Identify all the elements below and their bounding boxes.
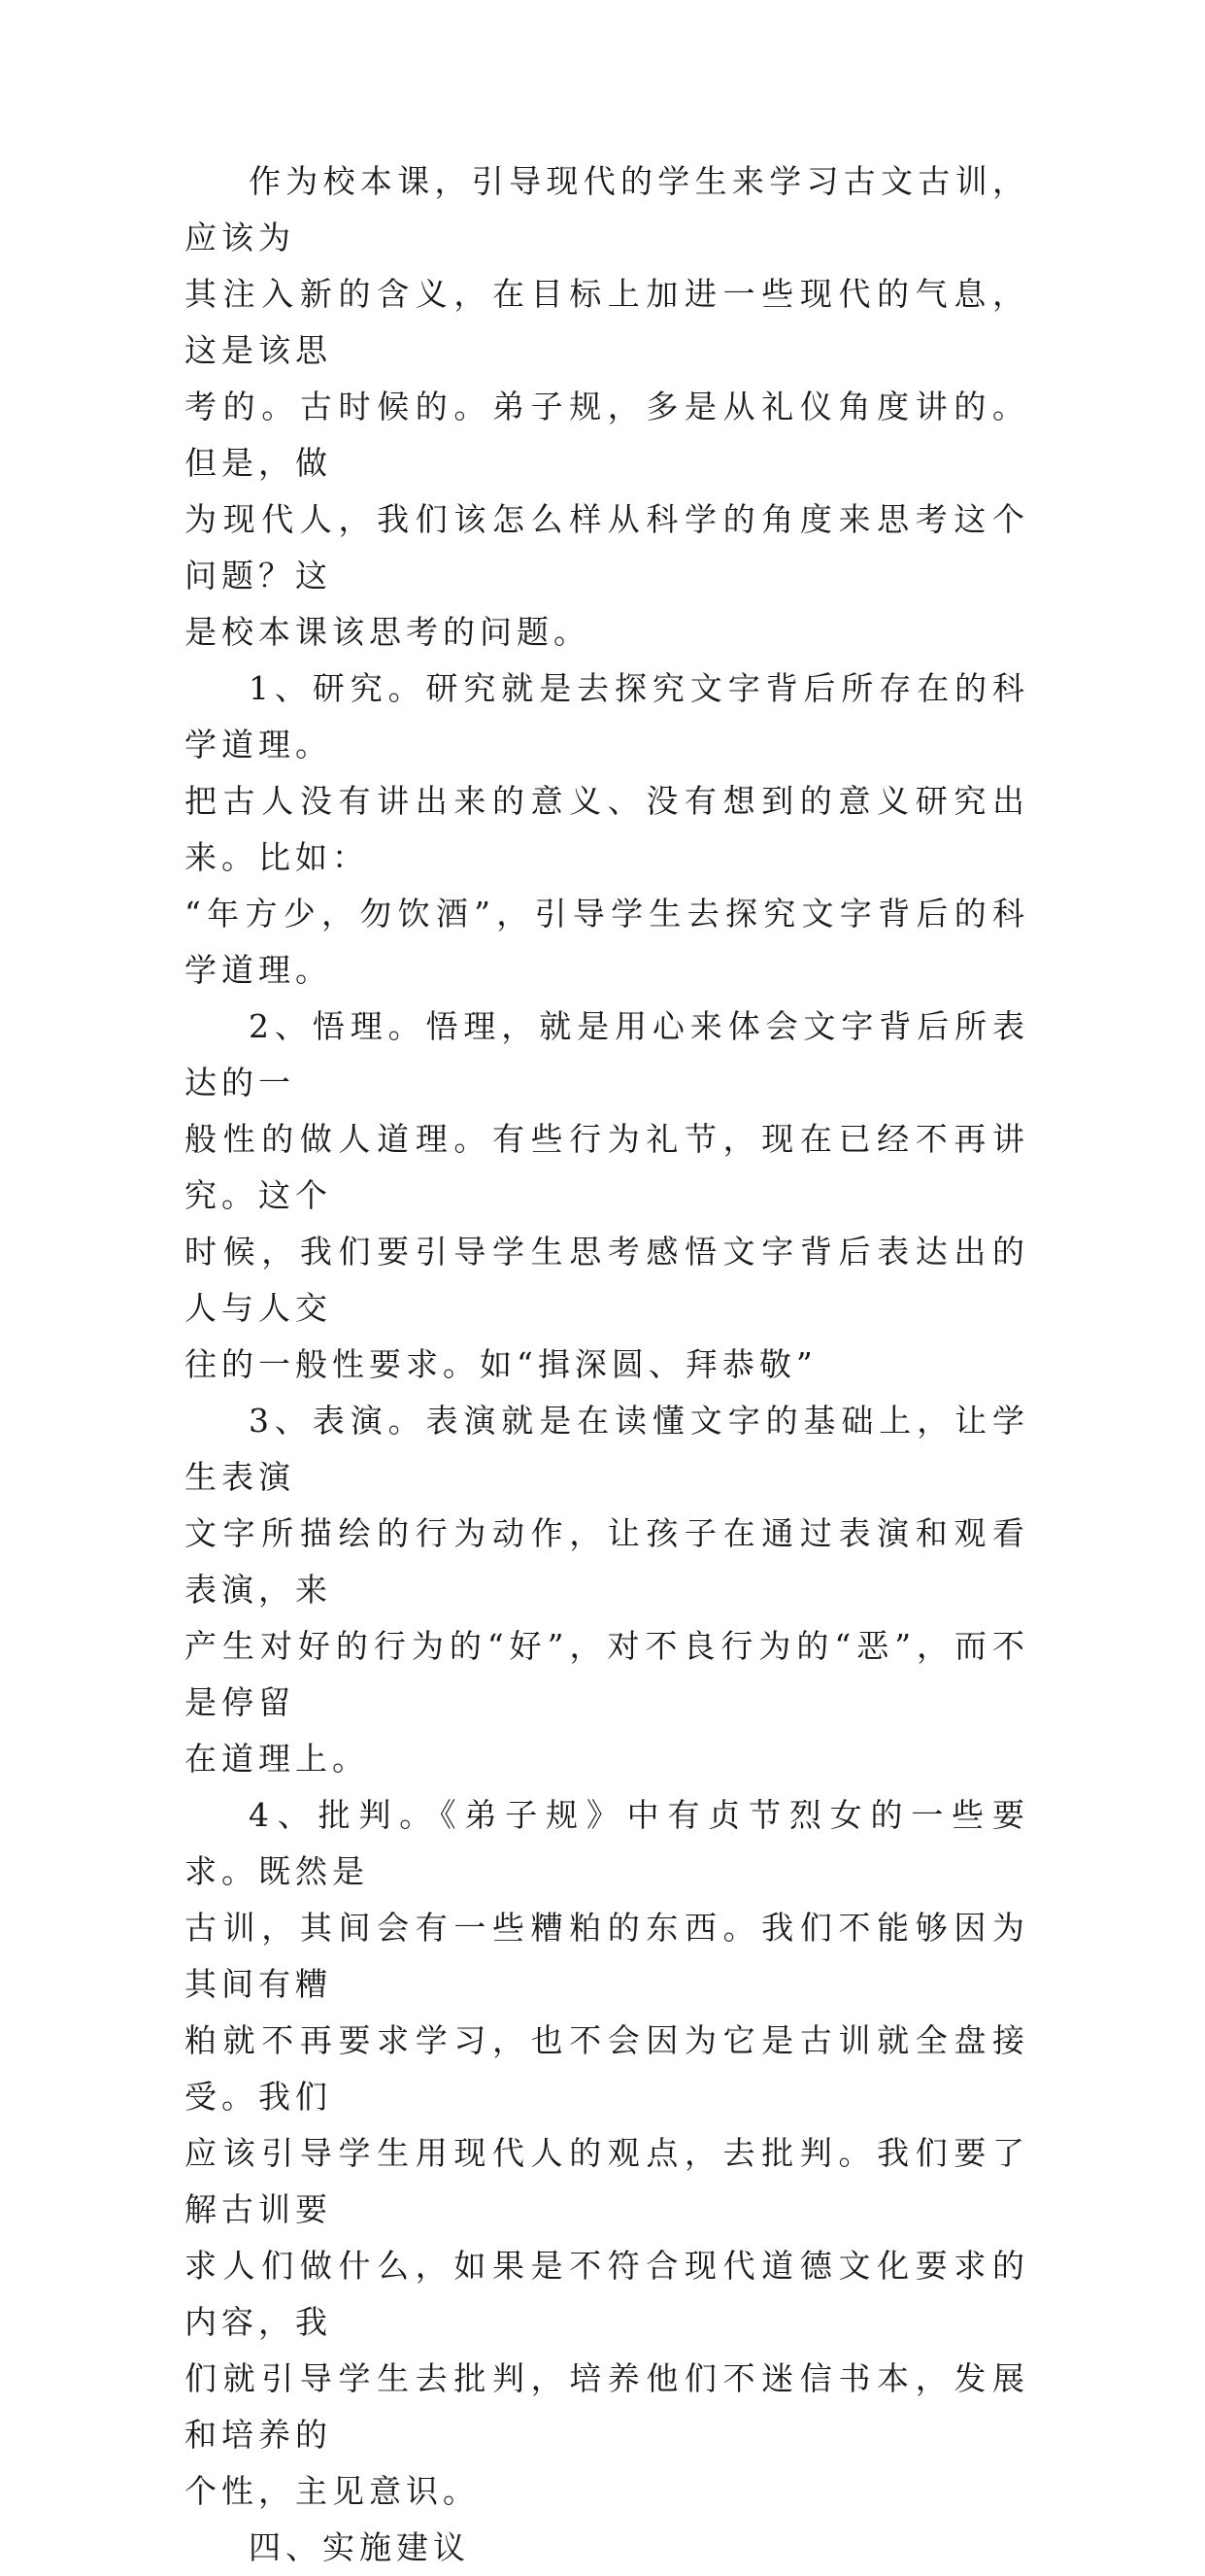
section-heading-implementation: 四、实施建议 xyxy=(249,2528,470,2566)
paragraph-critique: 4、批判。《弟子规》中有贞节烈女的一些要求。既然是 古训，其间会有一些糟粕的东西。我们不能够因为其间有糟 粕就不再要求学习，也不会因为它是古训就全盘接受。我们 应该引导学生用现代人的观点，去批判。我们要了解古训要 求人们做什么，如果是不符合现代道德文化要求的内容，我 们就引导学生去批判，培养他们不迷信书本，发展和培养的 个性，主见意识。 xyxy=(184,1796,1029,2510)
document-body xyxy=(184,153,1029,2576)
paragraph-intro: 作为校本课，引导现代的学生来学习古文古训，应该为 其注入新的含义，在目标上加进一些现代的气息，这是该思 考的。古时候的。弟子规，多是从礼仪角度讲的。但是，做 为现代人，我们该怎么样从科学的角度来思考这个问题？这 是校本课该思考的问题。 xyxy=(184,162,1029,651)
paragraph-research: 1、研究。研究就是去探究文字背后所存在的科学道理。 把古人没有讲出来的意义、没有想到的意义研究出来。比如： “年方少，勿饮酒”，引导学生去探究文字背后的科学道理。 xyxy=(184,669,1029,989)
paragraph-understanding: 2、悟理。悟理，就是用心来体会文字背后所表达的一 般性的做人道理。有些行为礼节，现在已经不再讲究。这个 时候，我们要引导学生思考感悟文字背后表达出的人与人交 往的一般性要求。如“揖深圆、拜恭敬” xyxy=(184,1007,1029,1383)
paragraph-performance: 3、表演。表演就是在读懂文字的基础上，让学生表演 文字所描绘的行为动作，让孩子在通过表演和观看表演，来 产生对好的行为的“好”，对不良行为的“恶”，而不是停留 在道理上。 xyxy=(184,1402,1029,1778)
